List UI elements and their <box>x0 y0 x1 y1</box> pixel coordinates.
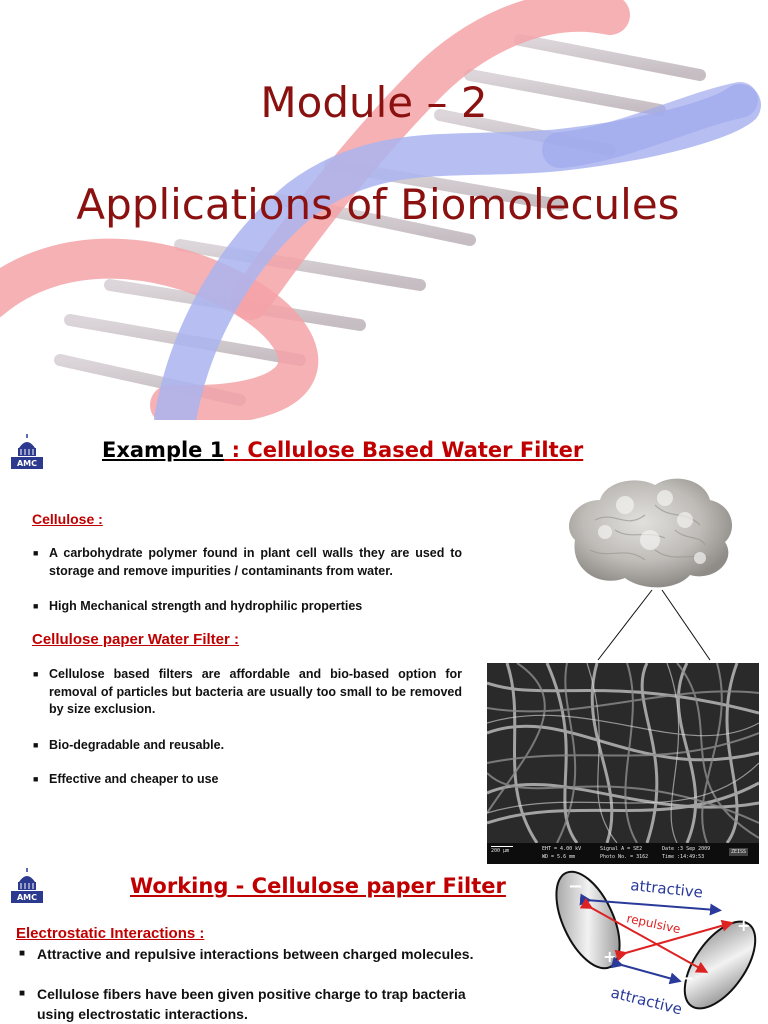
list-item <box>33 737 462 755</box>
repulsive-label: repulsive <box>625 911 682 937</box>
list-item <box>19 984 487 1024</box>
list-item <box>33 771 462 789</box>
cellulose-cotton-image <box>555 470 740 595</box>
amc-logo-icon <box>10 866 44 906</box>
photo-label: Photo No. = 3162 <box>600 854 649 860</box>
bullet-marker-icon: ■ <box>33 548 39 558</box>
cellulose-heading: Cellulose : <box>32 511 103 527</box>
bullet-marker-icon: ■ <box>33 740 39 750</box>
bullet-text: Cellulose fibers have been given positive charge to trap bacteria using electrostatic interactions. <box>37 986 466 1022</box>
module-title: Module – 2 <box>260 78 488 127</box>
paper-filter-heading: Cellulose paper Water Filter : <box>32 631 239 648</box>
bullet-marker-icon: ■ <box>33 669 39 679</box>
section2-title-text: Working - Cellulose paper Filter <box>130 874 506 898</box>
plus-charge-icon: + <box>737 916 751 935</box>
eht-label: EHT = 4.00 kV <box>542 846 582 852</box>
logo-text: AMC <box>16 893 38 902</box>
minus-charge-icon: − <box>568 876 584 897</box>
logo-text: AMC <box>16 459 38 468</box>
signal-label: Signal A = SE2 <box>600 846 643 852</box>
minus-charge-icon: − <box>679 968 695 989</box>
electrostatic-heading: Electrostatic Interactions : <box>16 925 205 942</box>
bullet-marker-icon: ■ <box>19 988 26 999</box>
section1-title-prefix: Example 1 <box>102 438 225 462</box>
list-item <box>19 944 487 964</box>
list-item <box>33 666 462 719</box>
wd-label: WD = 5.6 mm <box>542 854 576 860</box>
list-item <box>33 598 462 616</box>
page-title: Applications of Biomolecules <box>76 180 680 229</box>
bullet-marker-icon: ■ <box>33 774 39 784</box>
zoom-connector-lines <box>590 588 715 663</box>
section2-title <box>130 874 506 898</box>
attractive-label-bottom: attractive <box>609 983 684 1019</box>
bullet-text: Cellulose based filters are affordable and bio-based option for removal of particles but bacteria are usually too small to be removed by size exclusion. <box>49 667 462 716</box>
date-label: Date :3 Sep 2009 <box>662 846 711 852</box>
fiber-network <box>487 663 759 843</box>
sem-info-bar <box>487 843 759 864</box>
bullet-marker-icon: ■ <box>19 948 26 959</box>
electrostatic-diagram <box>548 862 763 1022</box>
list-item <box>33 545 462 580</box>
bullet-text: Effective and cheaper to use <box>49 772 219 786</box>
bullet-text: Bio-degradable and reusable. <box>49 738 225 752</box>
bullet-text: Attractive and repulsive interactions between charged molecules. <box>37 946 474 962</box>
bullet-marker-icon: ■ <box>33 601 39 611</box>
scale-label: 200 µm <box>491 848 510 854</box>
brand-label: ZEISS <box>731 849 747 855</box>
section1-title-suffix: : Cellulose Based Water Filter <box>224 438 584 462</box>
sem-micrograph-image <box>487 663 759 864</box>
scale-bar <box>491 846 513 847</box>
time-label: Time :14:49:53 <box>662 854 705 860</box>
bullet-text: High Mechanical strength and hydrophilic properties <box>49 599 363 613</box>
plus-charge-icon: + <box>603 947 617 966</box>
attractive-arrow-bottom <box>618 964 676 980</box>
amc-logo-icon <box>10 432 44 472</box>
bullet-text: A carbohydrate polymer found in plant cell walls they are used to storage and remove impurities / contaminants from water. <box>49 546 462 578</box>
section1-title <box>102 438 583 462</box>
attractive-label-top: attractive <box>629 876 704 902</box>
particle-left <box>548 862 633 977</box>
